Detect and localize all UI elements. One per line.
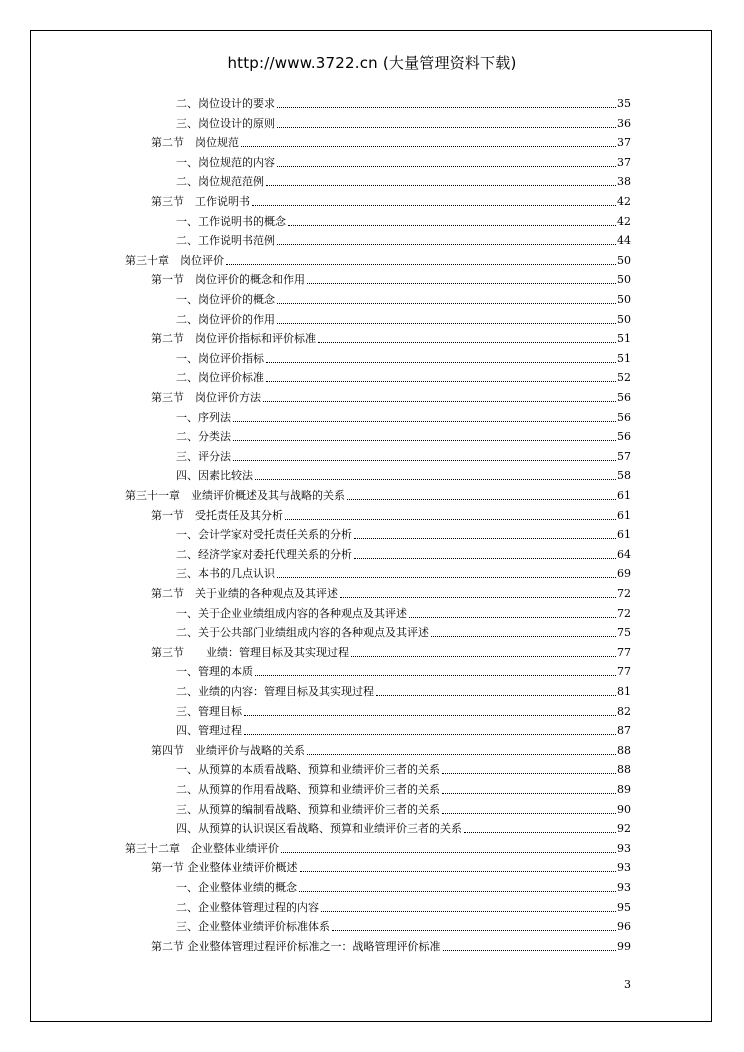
toc-entry-label: 第三十一章 业绩评价概述及其与战略的关系 [125, 489, 345, 502]
toc-entry-page: 81 [617, 685, 631, 698]
toc-entry [151, 855, 631, 875]
toc-entry [151, 640, 631, 660]
dot-leader [285, 519, 616, 520]
toc-entry-page: 90 [617, 802, 631, 816]
toc-entry-page: 99 [617, 939, 631, 953]
toc-entry-page: 64 [617, 547, 631, 561]
dot-leader [244, 715, 616, 716]
toc-entry-label: 二、分类法 [176, 430, 231, 444]
toc-entry-page: 50 [617, 253, 631, 267]
toc-entry-page: 93 [617, 841, 631, 855]
toc-entry-label: 一、岗位规范的内容 [176, 155, 275, 169]
toc-entry-page: 93 [617, 861, 631, 875]
dot-leader [340, 597, 616, 598]
dot-leader [351, 656, 616, 657]
toc-entry-label: 第二节 企业整体管理过程评价标准之一：战略管理评价标准 [151, 939, 441, 953]
toc-entry-page: 61 [617, 508, 631, 522]
toc-entry-label: 二、工作说明书范例 [176, 234, 275, 248]
toc-entry [151, 326, 631, 346]
dot-leader [233, 440, 616, 441]
toc-entry [151, 503, 631, 523]
toc-entry [176, 228, 631, 248]
page-header: http://www.3722.cn (大量管理资料下载) [227, 54, 517, 72]
toc-entry [176, 444, 631, 464]
toc-entry [176, 405, 631, 425]
dot-leader [263, 401, 616, 402]
dot-leader [442, 773, 616, 774]
toc-entry [125, 483, 631, 503]
toc-entry-label: 第二节 岗位规范 [151, 136, 239, 150]
dot-leader [288, 225, 616, 226]
dot-leader [252, 205, 616, 206]
toc-entry-page: 72 [617, 587, 631, 600]
dot-leader [266, 381, 616, 382]
toc-entry [176, 679, 631, 699]
toc-entry-label: 第一节 企业整体业绩评价概述 [151, 861, 298, 875]
toc-entry-page: 61 [617, 489, 631, 502]
toc-entry-page: 61 [617, 528, 631, 542]
toc-entry-label: 三、企业整体业绩评价标准体系 [176, 920, 330, 934]
toc-entry-label: 第四节 业绩评价与战略的关系 [151, 743, 305, 757]
dot-leader [354, 558, 616, 559]
toc-entry-page: 56 [617, 410, 631, 424]
toc-entry-page: 50 [617, 293, 631, 306]
toc-entry-label: 一、关于企业业绩组成内容的各种观点及其评述 [176, 606, 407, 620]
toc-entry [176, 463, 631, 483]
toc-entry [176, 111, 631, 131]
toc-entry-label: 第三节 业绩：管理目标及其实现过程 [151, 645, 349, 659]
dot-leader [431, 636, 616, 637]
dot-leader [321, 911, 616, 912]
dot-leader [277, 577, 616, 578]
toc-entry-page: 38 [617, 175, 631, 189]
toc-entry-page: 56 [617, 391, 631, 404]
toc-entry-label: 第二节 关于业绩的各种观点及其评述 [151, 587, 338, 600]
toc-entry-page: 44 [617, 234, 631, 248]
toc-entry [151, 385, 631, 405]
dot-leader [277, 303, 616, 304]
dot-leader [347, 499, 616, 500]
toc-entry-page: 35 [617, 97, 631, 110]
toc-entry [176, 718, 631, 738]
toc-entry-page: 93 [617, 881, 631, 894]
dot-leader [266, 362, 616, 363]
toc-entry-label: 二、岗位设计的要求 [176, 97, 275, 110]
toc-entry-label: 一、序列法 [176, 410, 231, 424]
toc-entry [151, 738, 631, 758]
toc-entry [176, 209, 631, 229]
toc-entry-page: 87 [617, 724, 631, 738]
page-number: 3 [624, 978, 631, 991]
toc-entry-page: 95 [617, 900, 631, 914]
toc-entry [176, 346, 631, 366]
toc-entry [176, 522, 631, 542]
toc-entry [176, 307, 631, 327]
dot-leader [307, 754, 616, 755]
dot-leader [442, 813, 616, 814]
dot-leader [277, 323, 616, 324]
toc-entry [176, 542, 631, 562]
toc-entry-label: 四、从预算的认识误区看战略、预算和业绩评价三者的关系 [176, 822, 462, 836]
toc-entry-page: 72 [617, 606, 631, 620]
dot-leader [409, 617, 616, 618]
toc-entry-page: 51 [617, 332, 631, 346]
dot-leader [281, 852, 616, 853]
toc-entry [176, 620, 631, 640]
dot-leader [332, 930, 616, 931]
toc-entry [151, 934, 631, 954]
toc-entry [176, 777, 631, 797]
toc-entry-page: 92 [617, 822, 631, 836]
dot-leader [318, 342, 616, 343]
toc-entry [176, 91, 631, 111]
toc-entry [176, 287, 631, 307]
dot-leader [244, 734, 616, 735]
toc-entry-label: 三、本书的几点认识 [176, 567, 275, 581]
toc-entry [176, 757, 631, 777]
toc-entry-page: 37 [617, 155, 631, 169]
dot-leader [241, 146, 616, 147]
toc-entry-page: 69 [617, 567, 631, 581]
toc-entry-page: 77 [617, 665, 631, 679]
toc-entry [151, 189, 631, 209]
toc-entry [176, 797, 631, 817]
toc-entry-label: 二、岗位规范范例 [176, 175, 264, 189]
dot-leader [233, 421, 616, 422]
toc-entry-label: 一、工作说明书的概念 [176, 214, 286, 228]
toc-entry-label: 一、企业整体业绩的概念 [176, 881, 297, 894]
toc-entry-label: 第三十章 岗位评价 [125, 253, 224, 267]
toc-entry-page: 77 [617, 645, 631, 659]
toc-entry [125, 248, 631, 268]
toc-entry [176, 895, 631, 915]
toc-entry-page: 37 [617, 136, 631, 150]
toc-entry [151, 130, 631, 150]
toc-entry-label: 二、岗位评价的作用 [176, 312, 275, 326]
toc-entry-label: 二、企业整体管理过程的内容 [176, 900, 319, 914]
toc-entry [176, 150, 631, 170]
toc-entry [176, 659, 631, 679]
toc-entry-label: 四、因素比较法 [176, 469, 253, 483]
toc-entry-page: 96 [617, 920, 631, 934]
toc-entry-label: 二、业绩的内容：管理目标及其实现过程 [176, 685, 374, 698]
toc-entry-label: 三、管理目标 [176, 704, 242, 718]
toc-entry [176, 601, 631, 621]
toc-entry-page: 42 [617, 214, 631, 228]
dot-leader [376, 695, 616, 696]
toc-entry-label: 第三节 岗位评价方法 [151, 391, 261, 404]
toc-entry-page: 51 [617, 351, 631, 365]
toc-entry-page: 36 [617, 116, 631, 130]
dot-leader [233, 460, 616, 461]
toc-entry-page: 52 [617, 371, 631, 385]
toc-entry [176, 365, 631, 385]
toc-entry-label: 二、从预算的作用看战略、预算和业绩评价三者的关系 [176, 783, 440, 796]
toc-entry-page: 75 [617, 626, 631, 640]
toc-entry-page: 88 [617, 763, 631, 777]
toc-entry-label: 一、管理的本质 [176, 665, 253, 679]
toc-entry-label: 第二节 岗位评价指标和评价标准 [151, 332, 316, 346]
toc-entry-page: 88 [617, 743, 631, 757]
dot-leader [277, 107, 616, 108]
toc-entry-page: 89 [617, 783, 631, 796]
toc-entry [176, 424, 631, 444]
toc-entry-label: 第三十二章 企业整体业绩评价 [125, 841, 279, 855]
toc-entry-label: 一、从预算的本质看战略、预算和业绩评价三者的关系 [176, 763, 440, 777]
toc-entry-label: 三、岗位设计的原则 [176, 116, 275, 130]
toc-entry-label: 三、从预算的编制看战略、预算和业绩评价三者的关系 [176, 802, 440, 816]
toc-entry [176, 699, 631, 719]
toc-entry-label: 一、岗位评价指标 [176, 351, 264, 365]
toc-entry-page: 82 [617, 704, 631, 718]
toc-entry [125, 836, 631, 856]
toc-entry [176, 561, 631, 581]
dot-leader [277, 244, 616, 245]
toc-entry-page: 56 [617, 430, 631, 444]
dot-leader [277, 127, 616, 128]
toc-entry [151, 581, 631, 601]
dot-leader [255, 479, 616, 480]
toc-entry [176, 169, 631, 189]
dot-leader [255, 675, 616, 676]
dot-leader [277, 166, 616, 167]
toc-entry [151, 267, 631, 287]
toc-entry [176, 875, 631, 895]
dot-leader [442, 793, 616, 794]
dot-leader [464, 832, 616, 833]
toc-entry [176, 914, 631, 934]
toc-entry-page: 50 [617, 312, 631, 326]
toc-entry-page: 50 [617, 273, 631, 287]
toc-entry-label: 一、岗位评价的概念 [176, 293, 275, 306]
toc-entry-label: 第一节 受托责任及其分析 [151, 508, 283, 522]
toc-entry-label: 一、会计学家对受托责任关系的分析 [176, 528, 352, 542]
dot-leader [299, 891, 616, 892]
toc-entry-label: 四、管理过程 [176, 724, 242, 738]
dot-leader [443, 950, 617, 951]
toc-entry-page: 42 [617, 195, 631, 208]
toc-entry-label: 第一节 岗位评价的概念和作用 [151, 273, 305, 287]
dot-leader [300, 871, 617, 872]
toc-entry-label: 二、关于公共部门业绩组成内容的各种观点及其评述 [176, 626, 429, 640]
toc-entry-label: 第三节 工作说明书 [151, 195, 250, 208]
dot-leader [266, 185, 616, 186]
dot-leader [354, 538, 616, 539]
dot-leader [307, 283, 616, 284]
toc-entry [176, 816, 631, 836]
toc-entry-page: 58 [617, 469, 631, 483]
toc-entry-label: 二、岗位评价标准 [176, 371, 264, 385]
dot-leader [226, 264, 616, 265]
toc-entry-label: 三、评分法 [176, 449, 231, 463]
toc-entry-label: 二、经济学家对委托代理关系的分析 [176, 547, 352, 561]
toc-entry-page: 57 [617, 449, 631, 463]
